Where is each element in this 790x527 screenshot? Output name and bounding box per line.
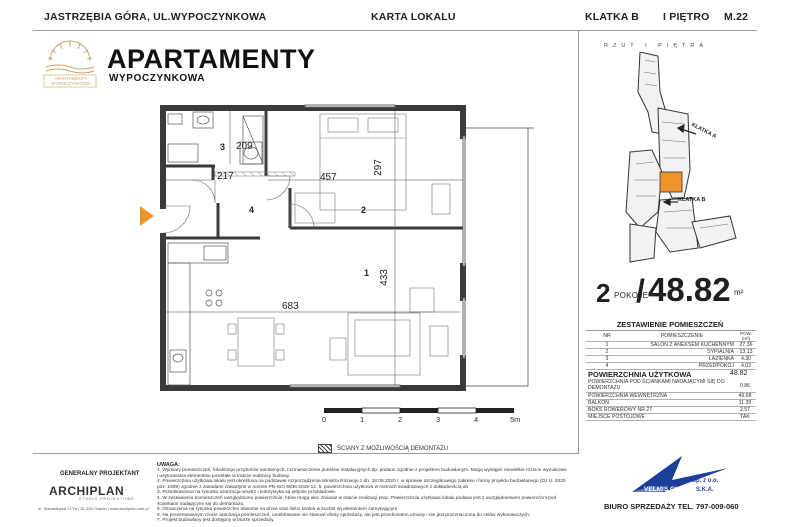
room-area: 13.13 bbox=[736, 349, 756, 356]
table-row bbox=[586, 413, 756, 420]
logo-text: APARTAMENTY WYPOCZYNKOWA bbox=[51, 76, 91, 86]
brand-name: APARTAMENTY bbox=[107, 44, 316, 74]
notes-list bbox=[157, 468, 567, 524]
scale-tick-3: 3 bbox=[436, 415, 441, 424]
staircase-label: KLATKA B bbox=[585, 11, 640, 23]
scale-tick-5m: 5m bbox=[510, 415, 521, 424]
developer-form: Sp. z o.o. bbox=[692, 478, 719, 484]
table-row bbox=[586, 363, 756, 370]
floor-plan bbox=[140, 88, 560, 428]
archiplan-subtitle: STUDIO PROJEKTOWE bbox=[79, 497, 135, 501]
room-number-3: 3 bbox=[220, 142, 226, 152]
archiplan-address: ul. Starowiejska 17/7a | 81-356 Gdynia | www.archiplan.com.pl bbox=[38, 506, 149, 511]
usable-row-name: POWIERZCHNIA POD ŚCIANKAMI NADAJĄCYMI SIĘ DO DEMONTAŻU bbox=[586, 380, 734, 392]
header-area: POW. (m²) bbox=[736, 331, 756, 342]
scale-tick-4: 4 bbox=[474, 415, 479, 424]
room-nr: 4 bbox=[586, 363, 628, 370]
room-area: 4.03 bbox=[736, 363, 756, 370]
usable-row-name: BOKS ROWEROWY NR 27 bbox=[586, 406, 734, 413]
developer-name: VELMIS GK bbox=[644, 486, 680, 493]
key-plan-label-a: KLATKA A bbox=[690, 121, 718, 141]
room-name: SYPIALNIA bbox=[628, 349, 736, 356]
usable-row-name: BALKON bbox=[586, 399, 734, 406]
room-number-1: 1 bbox=[364, 268, 370, 278]
table-row bbox=[586, 380, 756, 392]
rooms-count: 2 bbox=[596, 278, 611, 308]
room-name: SALON Z ANEKSEM KUCHENNYM bbox=[628, 342, 736, 349]
table-row bbox=[586, 342, 756, 349]
hatch-legend-swatch bbox=[318, 444, 332, 453]
note-item: 4. W zestawieniu pomieszczeń uwzględniono powierzchnie, które mogą ulec zmianie w trakcie realizacji prac. Powierzchnia użytkowa lokalu podana jest z uwzględnieniem powierzchni pod ściankami nadającymi się do demontażu. bbox=[157, 495, 557, 507]
footer-rule bbox=[33, 453, 579, 454]
unit-number: M.22 bbox=[724, 11, 749, 23]
table-header-row bbox=[586, 331, 756, 342]
dimension-457: 457 bbox=[320, 172, 337, 183]
usable-row-name: POWIERZCHNIA WEWNĘTRZNA bbox=[586, 392, 734, 399]
header-room: POMIESZCZENIE bbox=[628, 331, 736, 342]
dimension-433: 433 bbox=[378, 269, 390, 286]
document-title: KARTA LOKALU bbox=[371, 11, 456, 23]
key-plan-title: RZUT I PIĘTRA bbox=[604, 43, 709, 49]
legend-label: ŚCIANY Z MOŻLIWOŚCIĄ DEMONTAŻU bbox=[337, 446, 449, 452]
table-row bbox=[586, 406, 756, 413]
scale-tick-1: 1 bbox=[360, 415, 365, 424]
general-designer-title: GENERALNY PROJEKTANT bbox=[60, 471, 140, 477]
area-separator: / bbox=[636, 273, 645, 309]
table-row bbox=[586, 399, 756, 406]
room-number-2: 2 bbox=[361, 205, 367, 215]
total-area: 48.82 bbox=[648, 271, 731, 308]
usable-area-total: 48.82 bbox=[730, 370, 748, 377]
side-divider bbox=[578, 30, 579, 454]
usable-row-value: 2.57 bbox=[734, 406, 756, 413]
room-nr: 1 bbox=[586, 342, 628, 349]
usable-area-title: POWIERZCHNIA UŻYTKOWA bbox=[588, 370, 692, 379]
header-rule bbox=[33, 30, 757, 31]
brand-subtitle: WYPOCZYNKOWA bbox=[109, 73, 206, 84]
developer-form-ska: S.K.A. bbox=[696, 487, 714, 493]
room-number-4: 4 bbox=[249, 205, 255, 215]
note-item: 1. Wymiary pomieszczeń, lokalizacje przyborów sanitarnych, rozmieszczenie punktów instalacyjnych itp. podano zgodnie z projektem budowlanym. Mogą wystąpić niewielkie różnice wymiarowe i usytuowania elementów powstałe w trakcie realizacji budowy. bbox=[157, 468, 567, 479]
notes-title: UWAGA: bbox=[157, 462, 180, 468]
sales-office-phone: BIURO SPRZEDAŻY TEL. 797-009-060 bbox=[604, 502, 739, 511]
room-area: 27.36 bbox=[736, 342, 756, 349]
dimension-217: 217 bbox=[217, 171, 234, 182]
table-row bbox=[586, 356, 756, 363]
archiplan-logo: ARCHIPLAN bbox=[49, 484, 125, 498]
usable-row-value: TAK bbox=[734, 413, 756, 420]
header-nr: NR bbox=[586, 331, 628, 342]
room-nr: 2 bbox=[586, 349, 628, 356]
table-row bbox=[586, 392, 756, 399]
usable-row-value: 11.39 bbox=[734, 399, 756, 406]
note-item: 5. Oznaczenia na rysunku powierzchni otworów na drzwi oraz ilości szafek w kuchni są elementem zamykającym. bbox=[157, 507, 399, 513]
key-plan bbox=[600, 52, 760, 264]
area-unit: m² bbox=[734, 288, 744, 297]
room-name: ŁAZIENKA bbox=[628, 356, 736, 363]
usable-row-value: 49.68 bbox=[734, 392, 756, 399]
usable-row-name: MIEJSCE POSTOJOWE bbox=[586, 413, 734, 420]
scale-bar bbox=[324, 403, 516, 413]
brand-logo bbox=[38, 37, 102, 93]
note-item: 6. Na prezentowanym rzucie aranżacja pomieszczeń, umeblowanie nie stanowi oferty sprzedaży, nie jest przedmiotem umowy i nie jest przeznaczona do celów wykonawczych. bbox=[157, 512, 531, 518]
rooms-table bbox=[586, 331, 756, 370]
rooms-word: POKOJE bbox=[614, 291, 649, 300]
dimension-209: 209 bbox=[236, 141, 253, 152]
room-nr: 3 bbox=[586, 356, 628, 363]
dimension-683: 683 bbox=[282, 301, 299, 312]
location-title: JASTRZĘBIA GÓRA, UL.WYPOCZYNKOWA bbox=[44, 11, 267, 23]
scale-tick-0: 0 bbox=[322, 415, 327, 424]
floor-label: I PIĘTRO bbox=[663, 11, 710, 23]
dimension-297: 297 bbox=[372, 159, 384, 176]
table-row bbox=[586, 349, 756, 356]
note-item: 3. Przedstawiona na rysunku aranżacja wnętrz i kolorystyka są jedynie przykładowe. bbox=[157, 490, 337, 496]
note-item: 7. Projekt budowlany jest dostępny w biurze sprzedaży. bbox=[157, 518, 275, 524]
room-name: PRZEDPOKÓJ bbox=[628, 363, 736, 370]
usable-row-value: 0.86 bbox=[734, 380, 756, 392]
key-plan-label-b: KLATKA B bbox=[678, 197, 706, 203]
usable-area-table bbox=[586, 380, 756, 421]
developer-logo bbox=[624, 454, 734, 498]
rooms-table-title: ZESTAWIENIE POMIESZCZEŃ bbox=[616, 320, 724, 329]
note-item: 2. Powierzchnia użytkowa lokalu jest określona na podstawie rozporządzenia Ministra Rozwoju z dn. 18.09.2020 r. w sprawie szczegółowego zakresu i formy projektu budowlanego (Dz.U. 2020 poz. 1609) zgodnie z zasadami zawartymi w normie PN-ISO 9836:2015-12. 5. powierzchnia użytkowa w metrach kwadratowych z dokładnością do bbox=[157, 479, 566, 490]
scale-tick-2: 2 bbox=[398, 415, 403, 424]
room-area: 4.30 bbox=[736, 356, 756, 363]
